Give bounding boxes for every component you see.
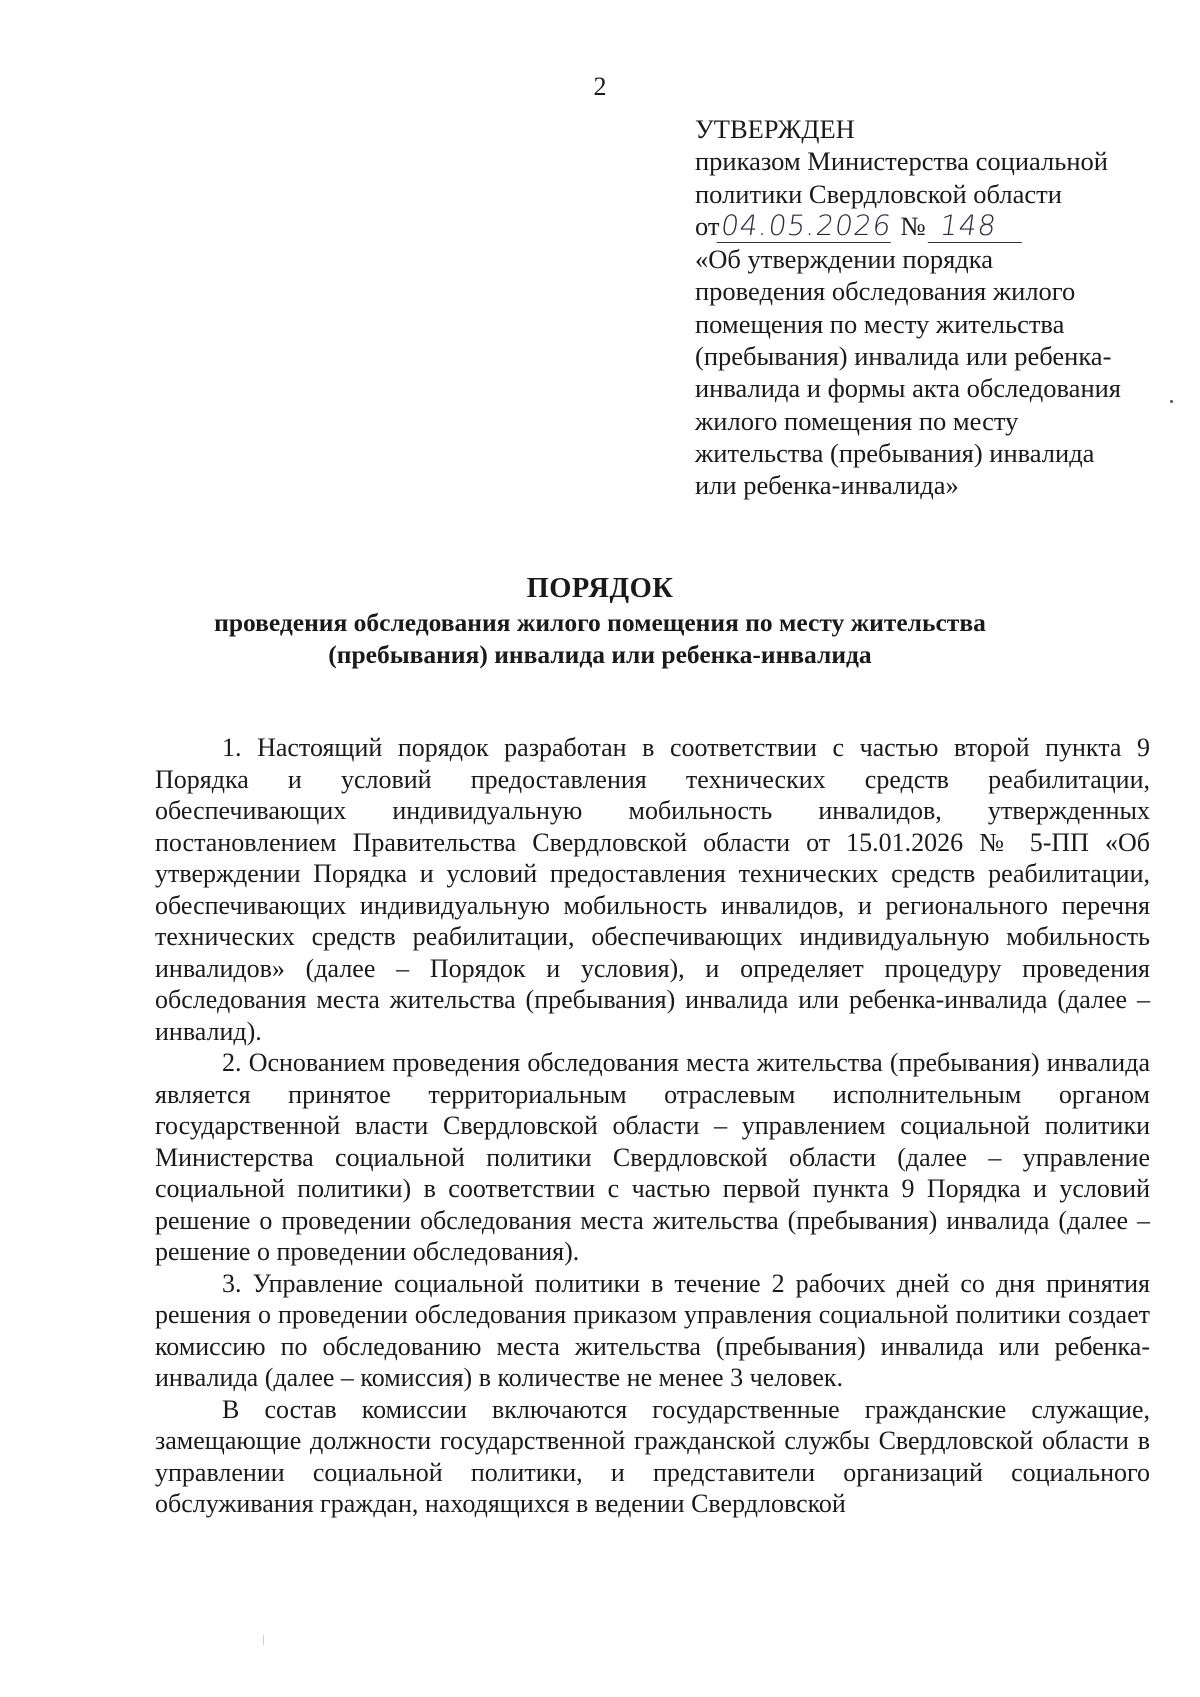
approval-heading: УТВЕРЖДЕН (695, 114, 855, 144)
approval-subject-line: или ребенка-инвалида» (695, 470, 959, 501)
approval-subject-line: жительства (пребывания) инвалида (695, 437, 1095, 468)
approval-subject-line: инвалида и формы акта обследования (695, 373, 1121, 404)
paragraph-1: 1. Настоящий порядок разработан в соответствии с частью второй пункта 9 Порядка и условий предоставления технических средств реабилитации, обеспечивающих индивидуальную мобильность инвалидов, утвержденных постановлением Правительства Свердловской области от 15.01.2026 № 5-ПП «Об утверждении Порядка и условий предоставления технических средств реабилитации, обеспечивающих индивидуальную мобильность инвалидов, и регионального перечня технических средств реабилитации, обеспечивающих индивидуальную мобильность инвалидов» (далее – Порядок и условия), и определяет процедуру проведения обследования места жительства (пребывания) инвалида или ребенка-инвалида (далее – инвалид). (155, 733, 1150, 1046)
document-subtitle-line-1: проведения обследования жилого помещения по месту жительства (214, 608, 986, 637)
date-prefix: от (695, 210, 720, 241)
approval-subject-line: жилого помещения по месту (695, 405, 1019, 436)
paragraph-4: В состав комиссии включаются государственные гражданские служащие, замещающие должности государственной гражданской службы Свердловской области в управлении социальной политики, и представители организаций социального обслуживания граждан, находящихся в ведении Свердловской (155, 1394, 1150, 1518)
approval-line-1: приказом Министерства социальной (695, 146, 1108, 177)
scan-faint-mark (263, 1635, 264, 1645)
approval-subject-line: помещения по месту жительства (695, 308, 1065, 339)
paragraph-3: 3. Управление социальной политики в течение 2 рабочих дней со дня принятия решения о проведении обследования приказом управления социальной политики создает комиссию по обследованию места жительства (пребывания) инвалида или ребенка-инвалида (далее – комиссия) в количестве не менее 3 человек. (155, 1268, 1150, 1392)
scan-dot-mark (1170, 400, 1173, 403)
document-subtitle-line-2: (пребывания) инвалида или ребенка-инвалида (328, 640, 872, 669)
approval-subject-line: (пребывания) инвалида или ребенка- (695, 341, 1112, 372)
approval-line-2: политики Свердловской области (695, 178, 1062, 209)
paragraph-2: 2. Основанием проведения обследования места жительства (пребывания) инвалида является принятое территориальным отраслевым исполнительным органом государственной власти Свердловской области – управлением социальной политики Министерства социальной политики Свердловской области (далее – управление социальной политики) в соответствии с частью первой пункта 9 Порядка и условий решение о проведении обследования места жительства (пребывания) инвалида (далее – решение о проведении обследования). (155, 1048, 1150, 1266)
approval-subject-line: «Об утверждении порядка (695, 244, 994, 275)
approval-subject-line: проведения обследования жилого (695, 276, 1076, 307)
approval-date-line (695, 210, 1175, 243)
handwritten-number: 148 (927, 210, 1026, 243)
document-body (155, 732, 1150, 1520)
handwritten-date: 04.05.2026 (717, 210, 896, 243)
number-prefix: № (900, 210, 926, 241)
document-title: ПОРЯДОК (526, 573, 674, 604)
approval-stamp-block (695, 113, 1175, 502)
document-title-block (0, 571, 1200, 671)
page-number: 2 (593, 72, 607, 101)
